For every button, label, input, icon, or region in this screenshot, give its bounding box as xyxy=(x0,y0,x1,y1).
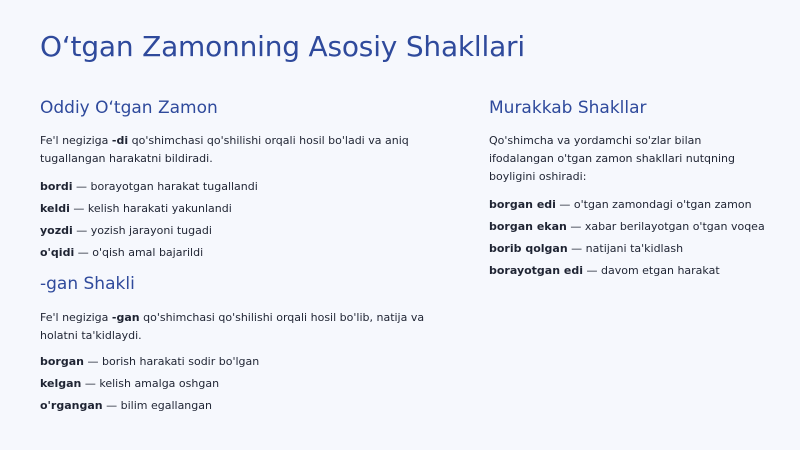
example-item xyxy=(489,198,769,212)
example-word: borgan xyxy=(40,355,84,368)
desc-text: Fe'l negiziga xyxy=(40,311,112,324)
example-meaning: — xabar berilayotgan o'tgan voqea xyxy=(566,220,765,233)
example-word: o'rgangan xyxy=(40,399,103,412)
example-item xyxy=(489,242,769,256)
desc-text: qo'shimchasi qo'shilishi orqali hosil bo'ladi va aniq tugallangan harakatni bildiradi. xyxy=(40,134,409,165)
gan-form-section xyxy=(40,273,460,413)
compound-forms-heading: Murakkab Shakllar xyxy=(489,98,647,118)
left-column xyxy=(40,97,460,421)
example-word: o'qidi xyxy=(40,246,75,259)
gan-form-examples xyxy=(40,355,460,413)
desc-text: qo'shimchasi qo'shilishi orqali hosil bo'lib, natija va holatni ta'kidlaydi. xyxy=(40,311,425,342)
example-item xyxy=(40,399,460,413)
example-item xyxy=(40,224,460,238)
right-column xyxy=(489,97,769,286)
desc-text: Fe'l negiziga xyxy=(40,134,112,147)
example-word: borgan edi xyxy=(489,198,556,211)
simple-past-description xyxy=(40,132,460,168)
simple-past-heading: Oddiy O‘tgan Zamon xyxy=(40,98,218,118)
example-word: borib qolgan xyxy=(489,242,568,255)
example-meaning: — borish harakati sodir bo'lgan xyxy=(83,355,260,368)
simple-past-section xyxy=(40,97,460,260)
simple-past-examples xyxy=(40,180,460,260)
gan-form-description xyxy=(40,309,460,345)
desc-suffix: -di xyxy=(111,134,129,147)
example-word: bordi xyxy=(40,180,73,193)
example-meaning: — o'qish amal bajarildi xyxy=(74,246,204,259)
example-word: borgan ekan xyxy=(489,220,567,233)
example-meaning: — o'tgan zamondagi o'tgan zamon xyxy=(555,198,752,211)
example-word: keldi xyxy=(40,202,70,215)
example-item xyxy=(40,180,460,194)
example-item xyxy=(40,202,460,216)
example-item xyxy=(489,220,769,234)
compound-forms-examples xyxy=(489,198,769,278)
example-item xyxy=(40,355,460,369)
page-title: O‘tgan Zamonning Asosiy Shakllari xyxy=(40,30,525,63)
example-meaning: — natijani ta'kidlash xyxy=(567,242,684,255)
example-word: borayotgan edi xyxy=(489,264,583,277)
desc-suffix: -gan xyxy=(111,311,140,324)
example-meaning: — davom etgan harakat xyxy=(583,264,720,277)
example-item xyxy=(40,246,460,260)
example-meaning: — bilim egallangan xyxy=(102,399,212,412)
example-meaning: — yozish jarayoni tugadi xyxy=(72,224,212,237)
example-item xyxy=(489,264,769,278)
gan-form-heading: -gan Shakli xyxy=(40,274,135,294)
example-meaning: — borayotgan harakat tugallandi xyxy=(72,180,258,193)
example-word: kelgan xyxy=(40,377,82,390)
example-meaning: — kelish harakati yakunlandi xyxy=(69,202,232,215)
compound-forms-description: Qo'shimcha va yordamchi so'zlar bilan ifodalangan o'tgan zamon shakllari nutqning boyligini oshiradi: xyxy=(489,134,735,183)
example-word: yozdi xyxy=(40,224,73,237)
example-item xyxy=(40,377,460,391)
compound-forms-section xyxy=(489,97,769,278)
example-meaning: — kelish amalga oshgan xyxy=(81,377,220,390)
